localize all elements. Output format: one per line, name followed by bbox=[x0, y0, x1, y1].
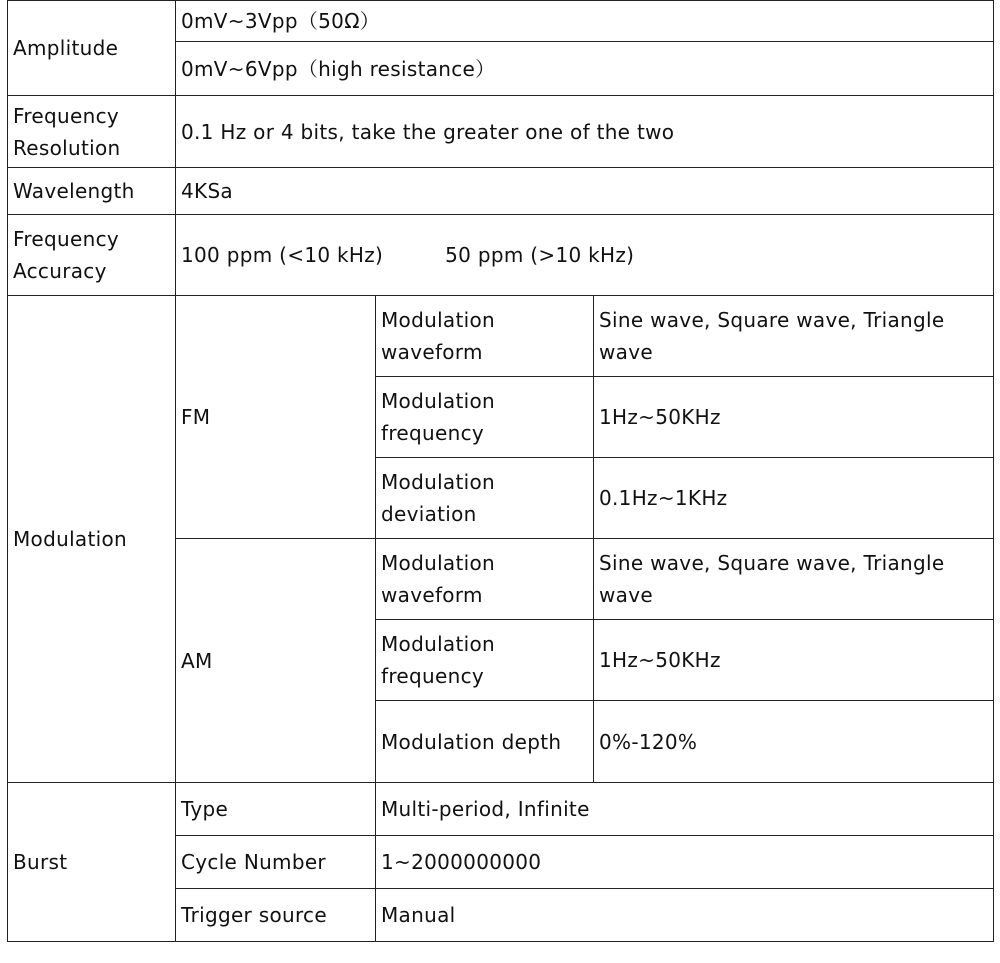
burst-param-trigger-source: Trigger source bbox=[176, 889, 376, 942]
fm-param-waveform-line2: waveform bbox=[381, 340, 483, 364]
frequency-accuracy-high: 50 ppm (>10 kHz) bbox=[445, 243, 635, 267]
am-param-waveform-line2: waveform bbox=[381, 583, 483, 607]
fm-param-frequency bbox=[376, 377, 594, 458]
frequency-resolution-label bbox=[8, 96, 176, 168]
wavelength-label: Wavelength bbox=[8, 168, 176, 215]
wavelength-row bbox=[8, 168, 994, 215]
fm-param-frequency-line2: frequency bbox=[381, 421, 485, 445]
spec-table bbox=[7, 0, 994, 942]
am-value-waveform bbox=[594, 539, 994, 620]
frequency-accuracy-label-line1: Frequency bbox=[13, 227, 120, 251]
am-value-depth: 0%-120% bbox=[594, 701, 994, 783]
amplitude-value-high-resistance: 0mV~6Vpp（high resistance） bbox=[176, 42, 994, 96]
frequency-accuracy-low: 100 ppm (<10 kHz) bbox=[181, 243, 384, 267]
burst-row-1 bbox=[8, 783, 994, 836]
frequency-resolution-label-line1: Frequency bbox=[13, 103, 120, 128]
burst-value-trigger-source: Manual bbox=[376, 889, 994, 942]
am-param-waveform-line1: Modulation bbox=[381, 551, 495, 575]
fm-param-deviation bbox=[376, 458, 594, 539]
burst-value-type: Multi-period, Infinite bbox=[376, 783, 994, 836]
fm-param-deviation-line1: Modulation bbox=[381, 470, 495, 494]
modulation-fm-row-1 bbox=[8, 296, 994, 377]
fm-value-waveform bbox=[594, 296, 994, 377]
fm-param-deviation-line2: deviation bbox=[381, 502, 477, 526]
frequency-resolution-value: 0.1 Hz or 4 bits, take the greater one of the two bbox=[176, 96, 994, 168]
fm-value-deviation: 0.1Hz~1KHz bbox=[594, 458, 994, 539]
frequency-accuracy-label-line2: Accuracy bbox=[13, 259, 107, 283]
frequency-resolution-label-line2: Resolution bbox=[13, 135, 121, 160]
fm-value-waveform-line1: Sine wave, Square wave, Triangle bbox=[599, 308, 945, 332]
modulation-label: Modulation bbox=[8, 296, 176, 783]
fm-value-frequency: 1Hz~50KHz bbox=[594, 377, 994, 458]
am-value-waveform-line1: Sine wave, Square wave, Triangle bbox=[599, 551, 945, 575]
am-param-waveform bbox=[376, 539, 594, 620]
amplitude-row-1 bbox=[8, 1, 994, 42]
fm-param-frequency-line1: Modulation bbox=[381, 389, 495, 413]
am-value-frequency: 1Hz~50KHz bbox=[594, 620, 994, 701]
fm-value-waveform-line2: wave bbox=[599, 340, 653, 364]
burst-value-cycle-number: 1~2000000000 bbox=[376, 836, 994, 889]
frequency-accuracy-value bbox=[176, 215, 994, 296]
am-param-frequency-line2: frequency bbox=[381, 664, 485, 688]
am-param-frequency bbox=[376, 620, 594, 701]
frequency-accuracy-label bbox=[8, 215, 176, 296]
burst-param-type: Type bbox=[176, 783, 376, 836]
amplitude-label: Amplitude bbox=[8, 1, 176, 96]
am-param-frequency-line1: Modulation bbox=[381, 632, 495, 656]
am-param-depth: Modulation depth bbox=[376, 701, 594, 783]
am-value-waveform-line2: wave bbox=[599, 583, 653, 607]
frequency-accuracy-row bbox=[8, 215, 994, 296]
fm-label: FM bbox=[176, 296, 376, 539]
fm-param-waveform bbox=[376, 296, 594, 377]
am-label: AM bbox=[176, 539, 376, 783]
fm-param-waveform-line1: Modulation bbox=[381, 308, 495, 332]
frequency-resolution-row bbox=[8, 96, 994, 168]
burst-param-cycle-number: Cycle Number bbox=[176, 836, 376, 889]
burst-label: Burst bbox=[8, 783, 176, 942]
wavelength-value: 4KSa bbox=[176, 168, 994, 215]
amplitude-value-50ohm: 0mV~3Vpp（50Ω） bbox=[176, 1, 994, 42]
